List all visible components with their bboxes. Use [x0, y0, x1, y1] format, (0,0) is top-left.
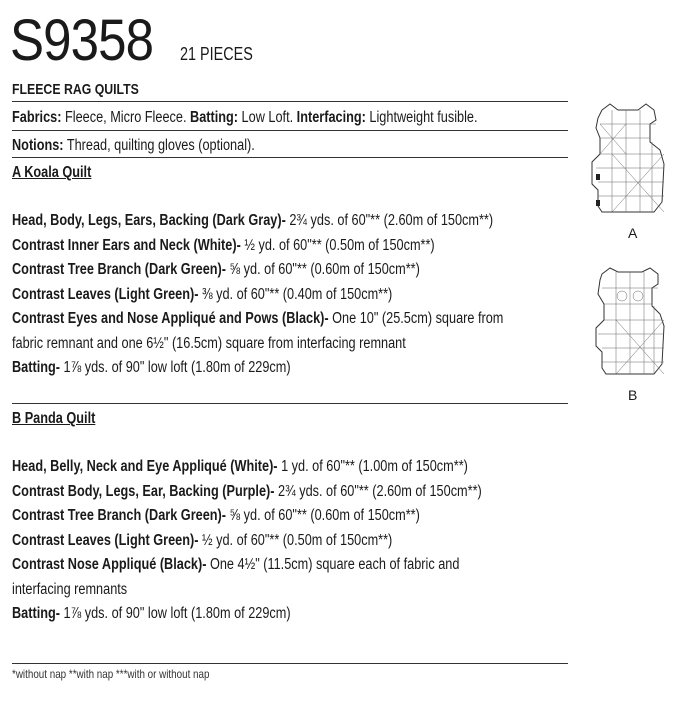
interfacing-value: Lightweight fusible.	[365, 109, 478, 126]
requirement-value: 2¾ yds. of 60"** (2.60m of 150cm**)	[274, 482, 482, 500]
notions-line	[12, 137, 255, 155]
requirement-value: ½ yd. of 60"** (0.50m of 150cm**)	[240, 236, 435, 254]
requirement-label: Contrast Tree Branch (Dark Green)-	[12, 261, 227, 278]
requirement-label: Contrast Body, Legs, Ear, Backing (Purple)-	[12, 482, 275, 500]
requirement-value: 1⅞ yds. of 90" low loft (1.80m of 229cm)	[60, 359, 291, 376]
requirement-row	[12, 261, 420, 279]
requirement-value: fabric remnant and one 6½" (16.5cm) square from interfacing remnant	[12, 334, 406, 352]
requirement-row	[12, 237, 435, 255]
requirement-row	[12, 310, 503, 328]
fabrics-line	[12, 109, 478, 127]
requirement-label: Contrast Inner Ears and Neck (White)-	[12, 236, 241, 254]
view-a-heading: A Koala Quilt	[12, 164, 92, 181]
notions-value: Thread, quilting gloves (optional).	[63, 137, 255, 154]
requirement-row	[12, 286, 392, 304]
panda-quilt-illustration	[592, 266, 668, 378]
fabrics-value: Fleece, Micro Fleece.	[61, 109, 191, 126]
interfacing-label: Interfacing:	[296, 109, 366, 126]
requirement-value: 1 yd. of 60"** (1.00m of 150cm**)	[277, 458, 468, 475]
illustration-label-b: B	[628, 387, 638, 403]
requirement-row	[12, 605, 291, 623]
fabrics-label: Fabrics:	[12, 109, 62, 126]
requirement-label: Contrast Leaves (Light Green)-	[12, 285, 199, 303]
requirement-label: Contrast Tree Branch (Dark Green)-	[12, 507, 227, 524]
requirement-row	[12, 483, 482, 501]
view-b-heading: B Panda Quilt	[12, 410, 96, 427]
requirement-label: Contrast Eyes and Nose Appliqué and Pows (Black)-	[12, 310, 329, 327]
divider	[12, 157, 568, 158]
notions-label: Notions:	[12, 137, 64, 154]
requirement-value: 1⅞ yds. of 90" low loft (1.80m of 229cm)	[60, 605, 291, 622]
divider	[12, 101, 568, 102]
requirement-label: Batting-	[12, 605, 61, 622]
pattern-number: S9358	[10, 8, 154, 73]
divider	[12, 130, 568, 131]
batting-label: Batting:	[190, 109, 239, 126]
requirement-row	[12, 359, 291, 377]
requirement-value: ⅜ yd. of 60"** (0.40m of 150cm**)	[198, 285, 393, 303]
divider	[12, 663, 568, 664]
requirement-value: ⅝ yd. of 60"** (0.60m of 150cm**)	[226, 507, 420, 524]
requirement-value: 2¾ yds. of 60"** (2.60m of 150cm**)	[285, 212, 494, 229]
requirement-row	[12, 532, 392, 550]
requirement-row	[12, 458, 468, 476]
requirement-label: Contrast Leaves (Light Green)-	[12, 531, 199, 549]
requirement-label: Head, Body, Legs, Ears, Backing (Dark Gray)-	[12, 212, 286, 229]
footnote: *without nap **with nap ***with or without nap	[12, 667, 210, 681]
requirement-row	[12, 335, 406, 353]
requirement-value: ½ yd. of 60"** (0.50m of 150cm**)	[198, 531, 393, 549]
requirement-row	[12, 507, 420, 525]
divider	[12, 403, 568, 404]
pattern-title: FLEECE RAG QUILTS	[12, 81, 139, 98]
requirement-label: Batting-	[12, 359, 61, 376]
requirement-row	[12, 212, 493, 230]
requirement-value: One 10" (25.5cm) square from	[328, 310, 504, 327]
requirement-value: interfacing remnants	[12, 580, 128, 598]
requirement-row	[12, 581, 127, 599]
requirement-label: Contrast Nose Appliqué (Black)-	[12, 556, 207, 573]
illustration-label-a: A	[628, 225, 638, 241]
requirement-value: ⅝ yd. of 60"** (0.60m of 150cm**)	[226, 261, 420, 278]
piece-count: 21 PIECES	[180, 44, 253, 64]
batting-value: Low Loft.	[238, 109, 297, 126]
requirement-value: One 4½" (11.5cm) square each of fabric and	[206, 556, 460, 573]
requirement-label: Head, Belly, Neck and Eye Appliqué (White)-	[12, 458, 278, 475]
requirement-row	[12, 556, 459, 574]
koala-quilt-illustration	[588, 102, 668, 218]
